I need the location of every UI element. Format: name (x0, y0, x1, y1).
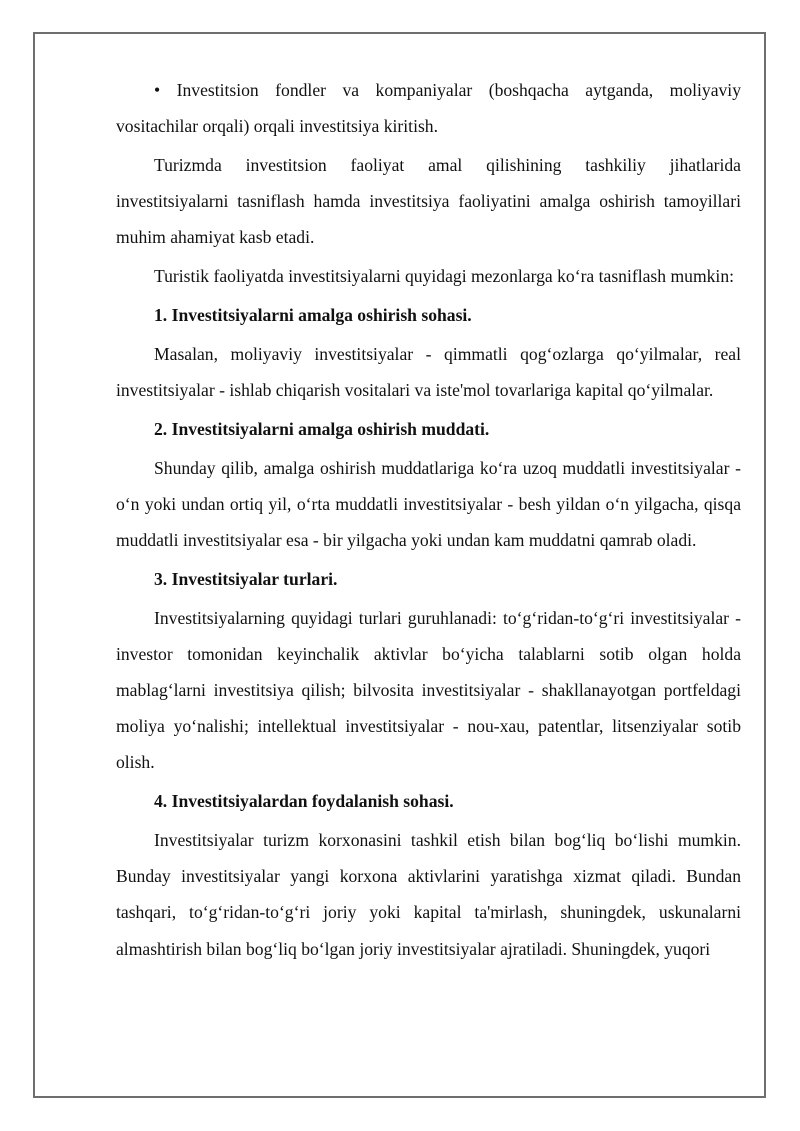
document-body (116, 72, 741, 969)
heading-investment-term: 2. Investitsiyalarni amalga oshirish muddati. (154, 418, 490, 439)
paragraph-investment-usage: Investitsiyalar turizm korxonasini tashkil etish bilan bog‘liq bo‘lishi mumkin. Bunday investitsiyalar yangi korxona aktivlarini yaratishga xizmat qiladi. Bundan tashqari, to‘g‘ridan-to‘g‘ri joriy yoki kapital ta'mirlash, shuningdek, uskunalarni almashtirish bilan bog‘liq bo‘lgan joriy investitsiyalar ajratiladi. Shuningdek, yuqori (116, 830, 741, 959)
heading-investment-usage: 4. Investitsiyalardan foydalanish sohasi. (154, 791, 454, 812)
heading-investment-types: 3. Investitsiyalar turlari. (154, 568, 338, 589)
paragraph-classification-intro: Turistik faoliyatda investitsiyalarni quyidagi mezonlarga ko‘ra tasniflash mumkin: (154, 266, 735, 287)
paragraph-bullet-investment-funds: • Investitsion fondler va kompaniyalar (boshqacha aytganda, moliyaviy vositachilar orqali) orqali investitsiya kiritish. (116, 80, 741, 137)
paragraph-investment-types: Investitsiyalarning quyidagi turlari guruhlanadi: to‘g‘ridan-to‘g‘ri investitsiyalar - investor tomonidan keyinchalik aktivlar bo‘yicha talablarni sotib olgan holda mablag‘larni investitsiya qilish; bilvosita investitsiyalar - shakllanayotgan portfeldagi moliya yo‘nalishi; intellektual investitsiyalar - nou-xau, patentlar, litsenziyalar sotib olish. (116, 607, 741, 773)
paragraph-investment-terms: Shunday qilib, amalga oshirish muddatlariga ko‘ra uzoq muddatli investitsiyalar - o‘n yoki undan ortiq yil, o‘rta muddatli investitsiyalar - besh yildan o‘n yilgacha, qisqa muddatli investitsiyalar esa - bir yilgacha yoki undan kam muddatni qamrab oladi. (116, 457, 741, 550)
paragraph-financial-real-investments: Masalan, moliyaviy investitsiyalar - qimmatli qog‘ozlarga qo‘yilmalar, real investitsiyalar - ishlab chiqarish vositalari va iste'mol tovarlariga kapital qo‘yilmalar. (116, 343, 741, 400)
heading-investment-sphere: 1. Investitsiyalarni amalga oshirish sohasi. (154, 305, 472, 325)
paragraph-organizational-aspects: Turizmda investitsion faoliyat amal qilishining tashkiliy jihatlarida investitsiyalarni tasniflash hamda investitsiya faoliyatini amalga oshirish tamoyillari muhim ahamiyat kasb etadi. (116, 155, 741, 248)
